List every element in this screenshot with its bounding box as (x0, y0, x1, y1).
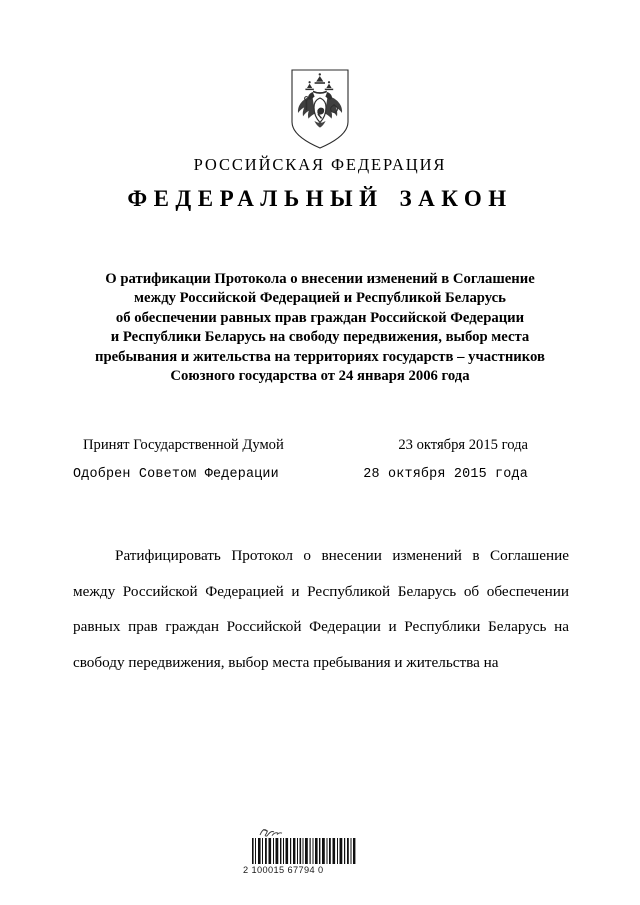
country-heading: РОССИЙСКАЯ ФЕДЕРАЦИЯ (193, 155, 447, 174)
document-title-line: Союзного государства от 24 января 2006 года (170, 368, 470, 385)
document-title-line: О ратификации Протокола о внесении изменений в Соглашение (105, 271, 535, 287)
barcode-icon (252, 838, 356, 864)
law-heading (0, 186, 640, 212)
barcode-block (240, 826, 400, 875)
russian-coat-of-arms-icon (290, 68, 350, 150)
document-title-line: об обеспечении равных прав граждан Российской Федерации (115, 309, 525, 326)
adopted-by-label: Принят Государственной Думой (83, 437, 284, 453)
document-title-line: и Республики Беларусь на свободу передвижения, выбор места (110, 329, 530, 346)
body-paragraph: Ратифицировать Протокол о внесении изменений в Соглашение между Российской Федерацией и Республикой Беларусь об обеспечении равных прав граждан Российской Федерации и Республики Беларусь на свободу передвижения, выбор места пребывания и жительства на (73, 547, 569, 671)
document-title (60, 270, 580, 386)
document-body (73, 538, 569, 680)
law-heading-word-1: ФЕДЕРАЛЬНЫЙ (127, 186, 384, 211)
adopted-date: 23 октября 2015 года (398, 437, 528, 453)
handwritten-mark-icon (258, 826, 284, 838)
approved-by-label: Одобрен Советом Федерации (73, 467, 279, 482)
document-title-line: между Российской Федерацией и Республикой Беларусь (134, 290, 506, 307)
law-heading-word-2: ЗАКОН (399, 186, 513, 211)
approved-date: 28 октября 2015 года (363, 467, 528, 482)
barcode-digits: 2 100015 67794 0 (243, 865, 324, 875)
document-title-line: пребывания и жительства на территориях государств – участников (95, 348, 545, 365)
